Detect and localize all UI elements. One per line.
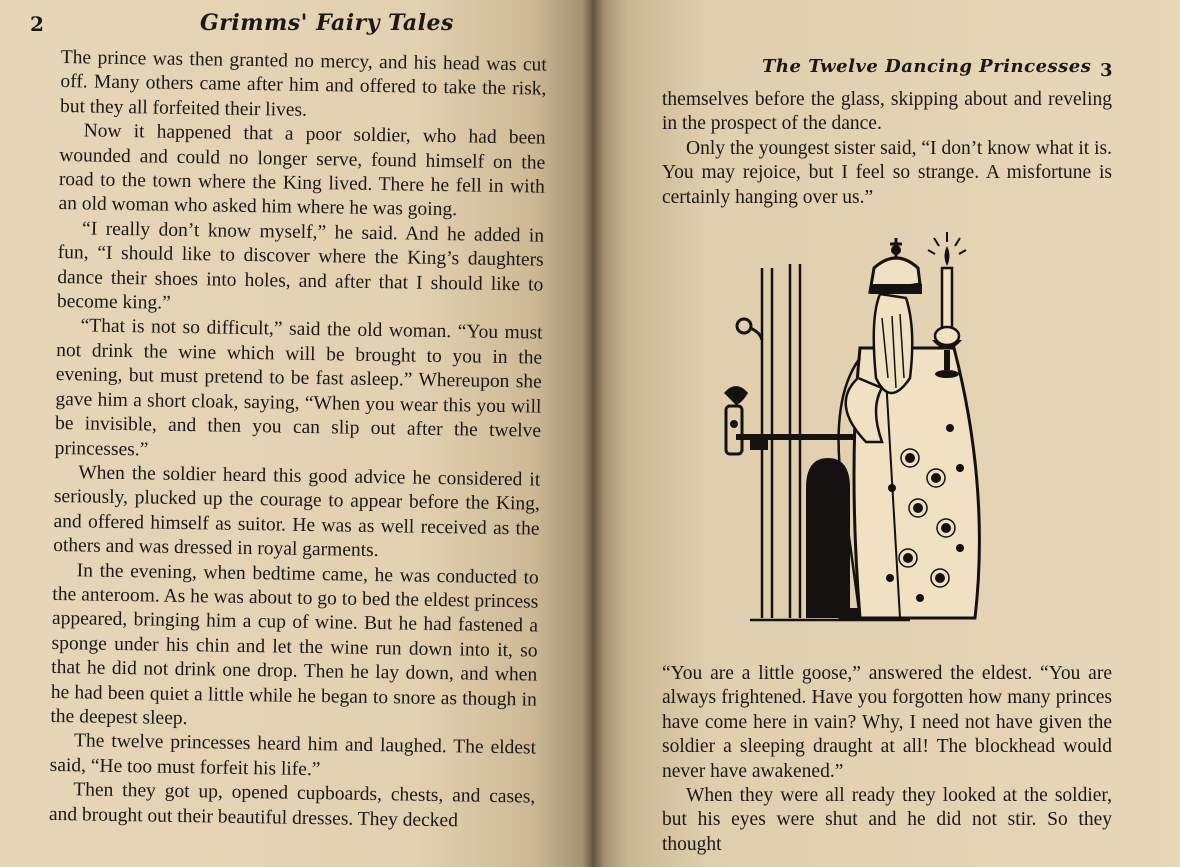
page-number-right: 3 [1100,60,1113,81]
right-page-text-bottom [662,662,1112,857]
paragraph: The twelve princesses heard him and laughed. The eldest said, “He too must forfeit his life.” [49,730,537,780]
paragraph: “I really don’t know myself,” he said. And he added in fun, “I should like to discover where the King’s daughters dance their shoes into holes, and after that I should like to become king.” [56,218,545,314]
running-head-right: The Twelve Dancing Princesses [762,56,1092,77]
running-head-left: Grimms' Fairy Tales [200,10,454,36]
right-page [592,0,1180,867]
king-at-door-illustration [710,228,1010,638]
paragraph: themselves before the glass, skipping about and reveling in the prospect of the dance. [662,89,1112,135]
book-gutter-shadow [582,0,604,867]
paragraph: “That is not so difficult,” said the old woman. “You must not drink the wine which will be brought to you in the evening, but must pretend to be fast asleep.” Whereupon she gave him a short cloak, saying, “When you wear this you will be invisible, and then you can slip out after the twelve princesses.” [54,315,543,460]
paragraph: “You are a little goose,” answered the eldest. “You are always frightened. Have you forgotten how many princes have come here in vain? Why, I need not have given the soldier a sleeping draught at all! The blockhead would never have awakened.” [662,663,1112,782]
paragraph: In the evening, when bedtime came, he was conducted to the anteroom. As he was about to go to bed the eldest princess appeared, bringing him a cup of wine. But he had fastened a sponge under his chin and let the wine run down into it, so that he did not drink one drop. Then he lay down, and when he had been quiet a little while he began to snore as though in the deepest sleep. [50,559,539,730]
paragraph: Then they got up, opened cupboards, chests, and cases, and brought out their beautiful dresses. They decked [48,779,536,831]
page-number-left: 2 [30,12,44,36]
paragraph: When they were all ready they looked at the soldier, but his eyes were shut and he did not stir. So they thought [662,785,1112,855]
paragraph: The prince was then granted no mercy, and his head was cut off. Many others came after him and offered to take the risk, but they all forfeited their lives. [59,46,547,121]
paragraph: When the soldier heard this good advice he considered it seriously, plucked up the courage to appear before the King, and offered himself as suitor. He was as well received as the others and was dressed in royal garments. [52,462,541,562]
left-page-text [49,46,547,835]
paragraph: Only the youngest sister said, “I don’t know what it is. You may rejoice, but I feel so strange. A misfortune is certainly hanging over us.” [662,137,1112,208]
paragraph: Now it happened that a poor soldier, who had been wounded and could no longer serve, found himself on the road to the town where the King lived. There he fell in with an old woman who asked him where he was going. [58,120,546,221]
right-page-text-top [662,88,1112,210]
